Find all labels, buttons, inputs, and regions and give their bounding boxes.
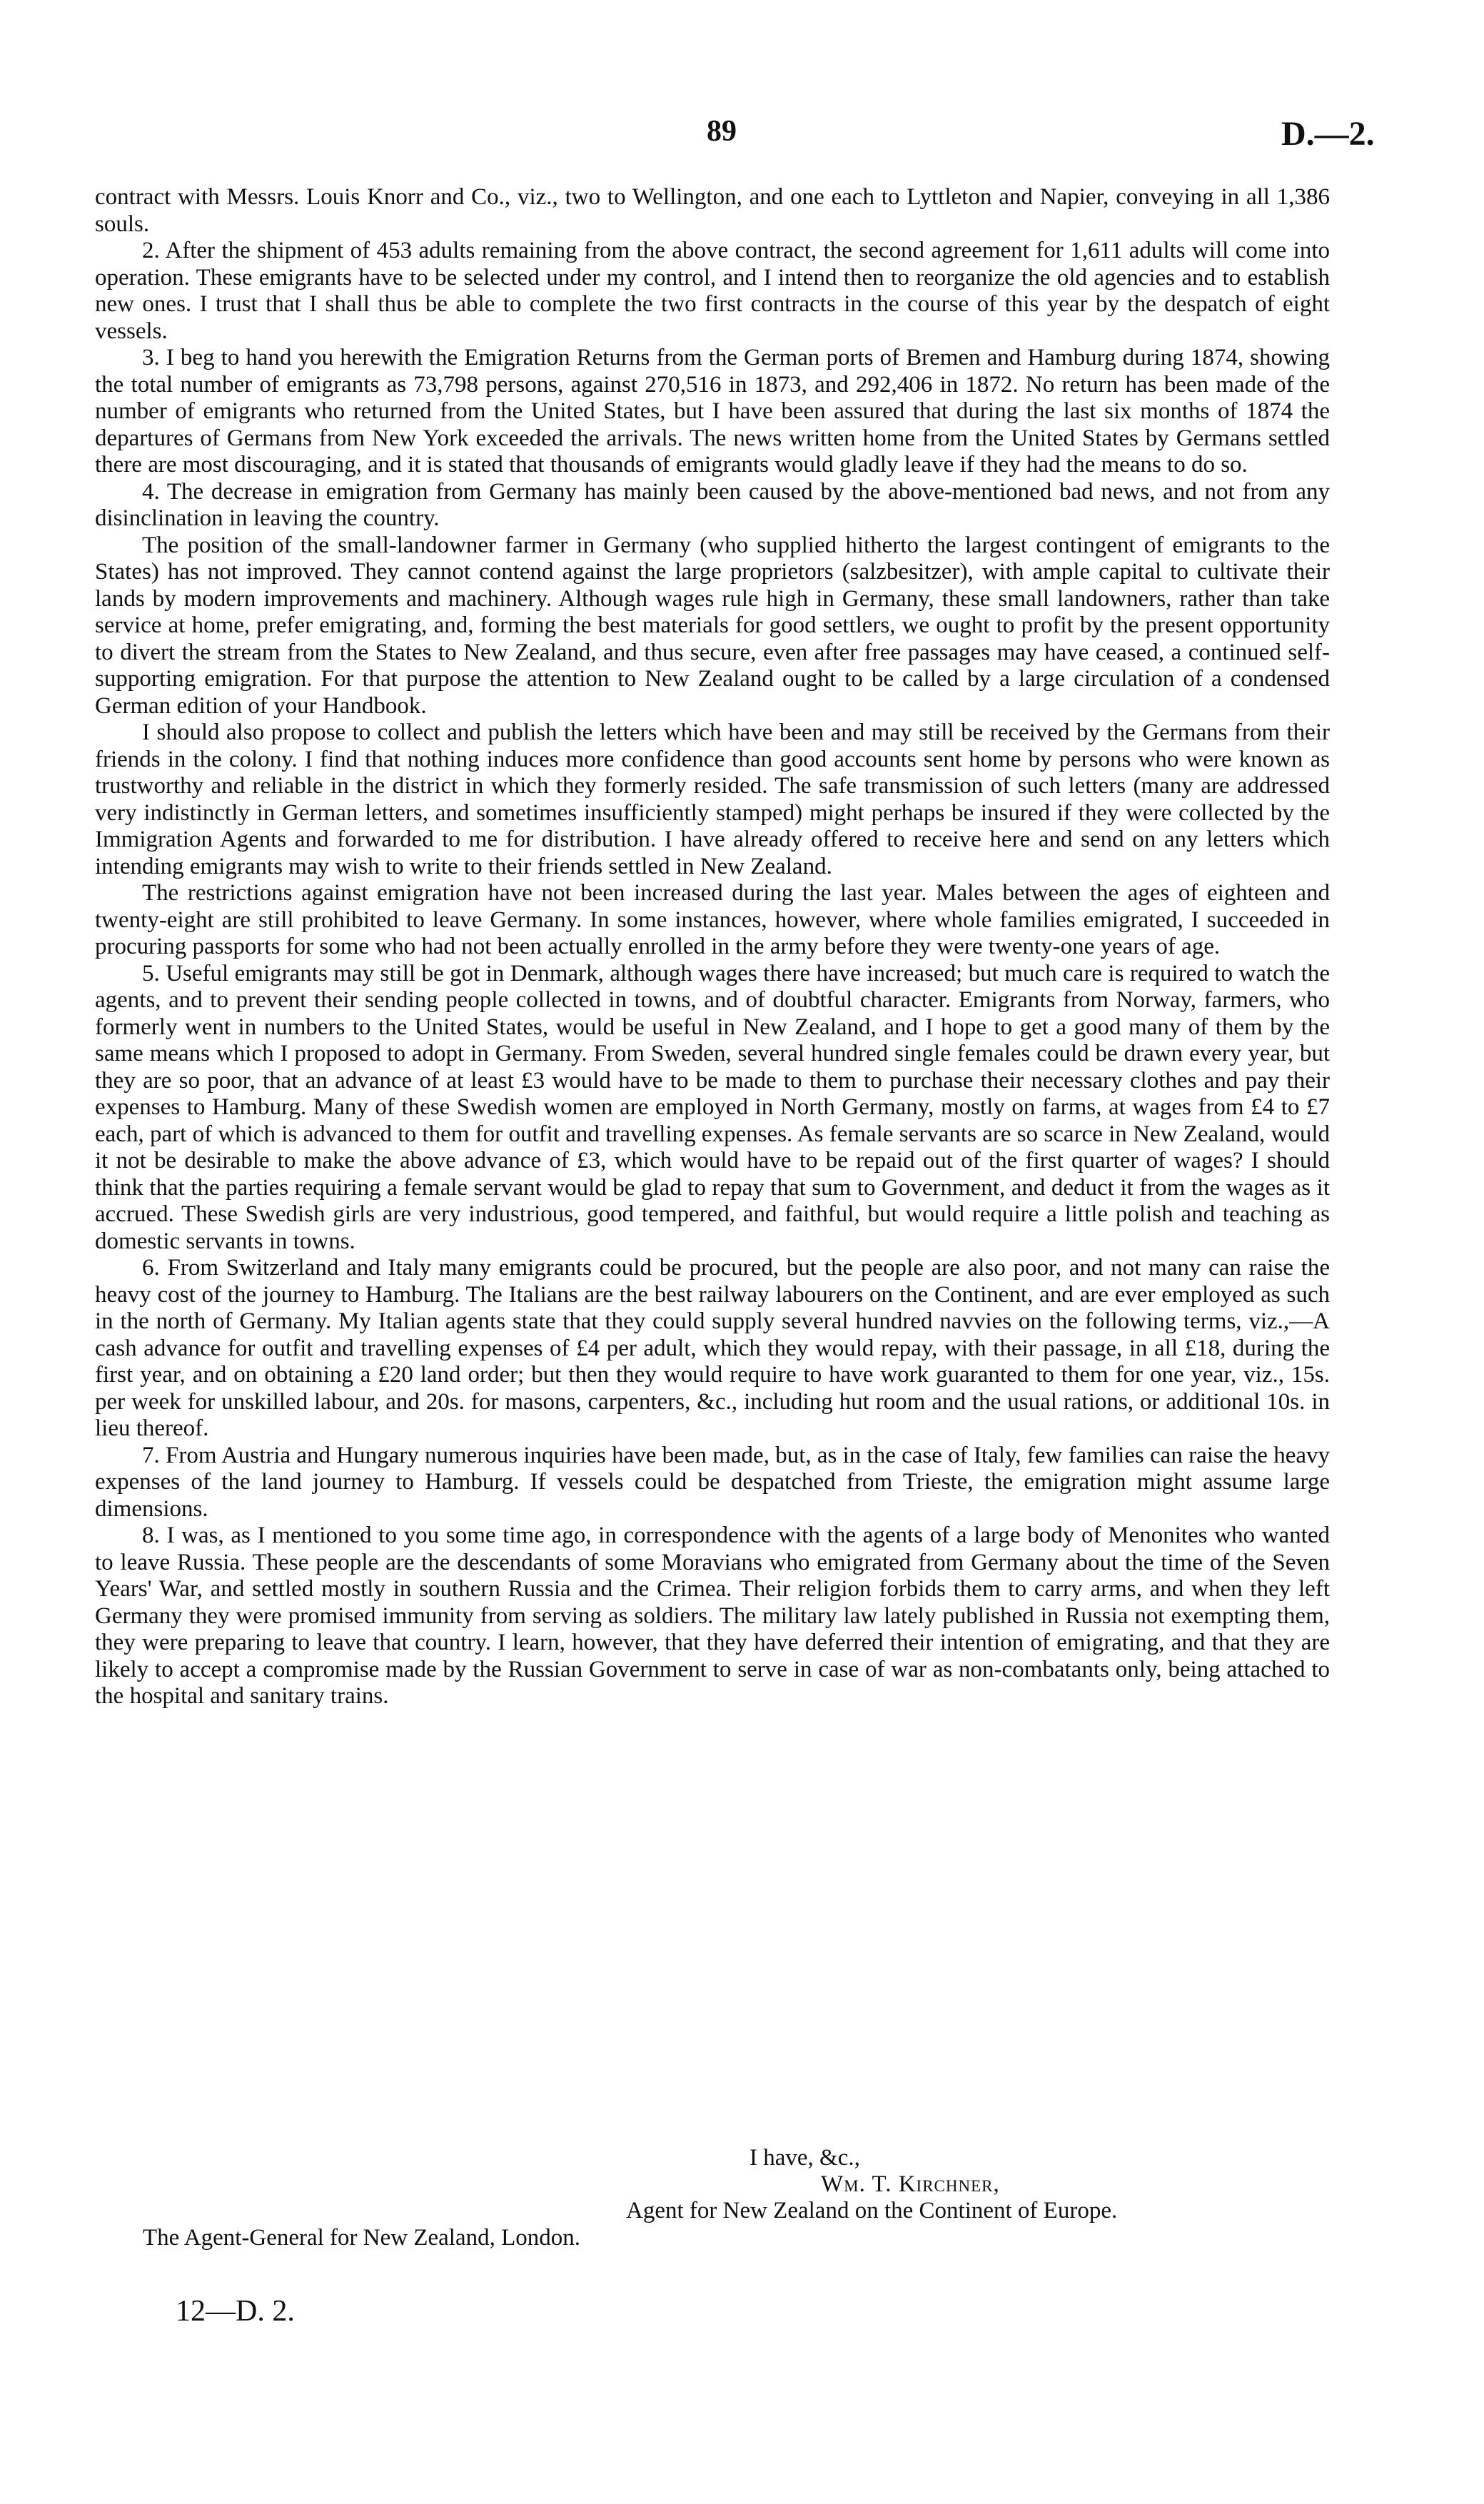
paragraph-8: 8. I was, as I mentioned to you some time ago, in correspondence with the agents of a large body of Menonites who wanted to leave Russia. These people are the descendants of some Moravians who emigrated from Germany about the time of the Seven Years' War, and settled mostly in southern Russia and the Crimea. Their religion forbids them to carry arms, and when they left Germany they were promised immunity from serving as soldiers. The military law lately published in Russia not exempting them, they were preparing to leave that country. I learn, however, that they have deferred their intention of emigrating, and that they are likely to accept a compromise made by the Russian Government to serve in case of war as non-combatants only, being attached to the hospital and sanitary trains. [95,1523,1330,1709]
paragraph-6: 6. From Switzerland and Italy many emigrants could be procured, but the people are also poor, and not many can raise the heavy cost of the journey to Hamburg. The Italians are the best railway labourers on the Continent, and are ever employed as such in the north of Germany. My Italian agents state that they could supply several hundred navvies on the following terms, viz.,—A cash advance for outfit and travelling expenses of £4 per adult, which they would repay, with their passage, in all £18, during the first year, and on obtaining a £20 land order; but then they would require to have work guaranted to them for one year, viz., 15s. per week for unskilled labour, and 20s. for masons, carpenters, &c., including hut room and the usual rations, or additional 10s. in lieu thereof. [95,1255,1330,1441]
addressee: The Agent-General for New Zealand, London. [143,2225,581,2251]
paragraph-continuation: contract with Messrs. Louis Knorr and Co., viz., two to Wellington, and one each to Lyttleton and Napier, conveying in all 1,386 souls. [95,184,1330,237]
paragraph-restrictions: The restrictions against emigration have not been increased during the last year. Males between the ages of eighteen and twenty-eight are still prohibited to leave Germany. In some instances, however, where whole families emigrated, I succeeded in procuring passports for some who had not been actually enrolled in the army before they were twenty-one years of age. [95,880,1330,959]
paragraph-letters: I should also propose to collect and publish the letters which have been and may still be received by the Germans from their friends in the colony. I find that nothing induces more confidence than good accounts sent home by persons who were known as trustworthy and reliable in the district in which they formerly resided. The safe transmission of such letters (many are addressed very indistinctly in German letters, and sometimes insufficiently stamped) might perhaps be insured if they were collected by the Immigration Agents and forwarded to me for distribution. I have already offered to receive here and send on any letters which intending emigrants may wish to write to their friends settled in New Zealand. [95,720,1330,879]
closing-greeting: I have, &c., [749,2145,860,2171]
page-header [0,114,1484,157]
letter-body [95,184,1330,1710]
page-number: 89 [707,115,737,148]
signature-title: Agent for New Zealand on the Continent of Europe. [626,2198,1118,2223]
document-reference: D.—2. [1281,115,1375,153]
paragraph-7: 7. From Austria and Hungary numerous inquiries have been made, but, as in the case of Italy, few families can raise the heavy expenses of the land journey to Hamburg. If vessels could be despatched from Trieste, the emigration might assume large dimensions. [95,1442,1330,1522]
paragraph-2: 2. After the shipment of 453 adults remaining from the above contract, the second agreement for 1,611 adults will come into operation. These emigrants have to be selected under my control, and I intend then to reorganize the old agencies and to establish new ones. I trust that I shall thus be able to complete the two first contracts in the course of this year by the despatch of eight vessels. [95,238,1330,344]
paragraph-5: 5. Useful emigrants may still be got in Denmark, although wages there have increased; but much care is required to watch the agents, and to prevent their sending people collected in towns, and of doubtful character. Emigrants from Norway, farmers, who formerly went in numbers to the United States, would be useful in New Zealand, and I hope to get a good many of them by the same means which I proposed to adopt in Germany. From Sweden, several hundred single females could be drawn every year, but they are so poor, that an advance of at least £3 would have to be made to them to purchase their necessary clothes and pay their expenses to Hamburg. Many of these Swedish women are employed in North Germany, mostly on farms, at wages from £4 to £7 each, part of which is advanced to them for outfit and travelling expenses. As female servants are so scarce in New Zealand, would it not be desirable to make the above advance of £3, which would have to be repaid out of the first quarter of wages? I should think that the parties requiring a female servant would be glad to repay that sum to Government, and deduct it from the wages as it accrued. These Swedish girls are very industrious, good tempered, and faithful, but would require a little polish and teaching as domestic servants in towns. [95,960,1330,1254]
paragraph-landowner: The position of the small-landowner farmer in Germany (who supplied hitherto the largest contingent of emigrants to the States) has not improved. They cannot contend against the large proprietors (salzbesitzer), with ample capital to cultivate their lands by modern improvements and machinery. Although wages rule high in Germany, these small landowners, rather than take service at home, prefer emigrating, and, forming the best materials for good settlers, we ought to profit by the present opportunity to divert the stream from the States to New Zealand, and thus secure, even after free passages may have ceased, a continued self-supporting emigration. For that purpose the attention to New Zealand ought to be called by a large circulation of a condensed German edition of your Handbook. [95,532,1330,719]
paragraph-4: 4. The decrease in emigration from Germany has mainly been caused by the above-mentioned bad news, and not from any disinclination in leaving the country. [95,478,1330,531]
paragraph-3: 3. I beg to hand you herewith the Emigration Returns from the German ports of Bremen and Hamburg during 1874, showing the total number of emigrants as 73,798 persons, against 270,516 in 1873, and 292,406 in 1872. No return has been made of the number of emigrants who returned from the United States, but I have been assured that during the last six months of 1874 the departures of Germans from New York exceeded the arrivals. The news written home from the United States by Germans settled there are most discouraging, and it is stated that thousands of emigrants would gladly leave if they had the means to do so. [95,345,1330,478]
signature-name: Wm. T. Kirchner, [821,2171,1000,2197]
printer-reference: 12—D. 2. [176,2295,295,2328]
